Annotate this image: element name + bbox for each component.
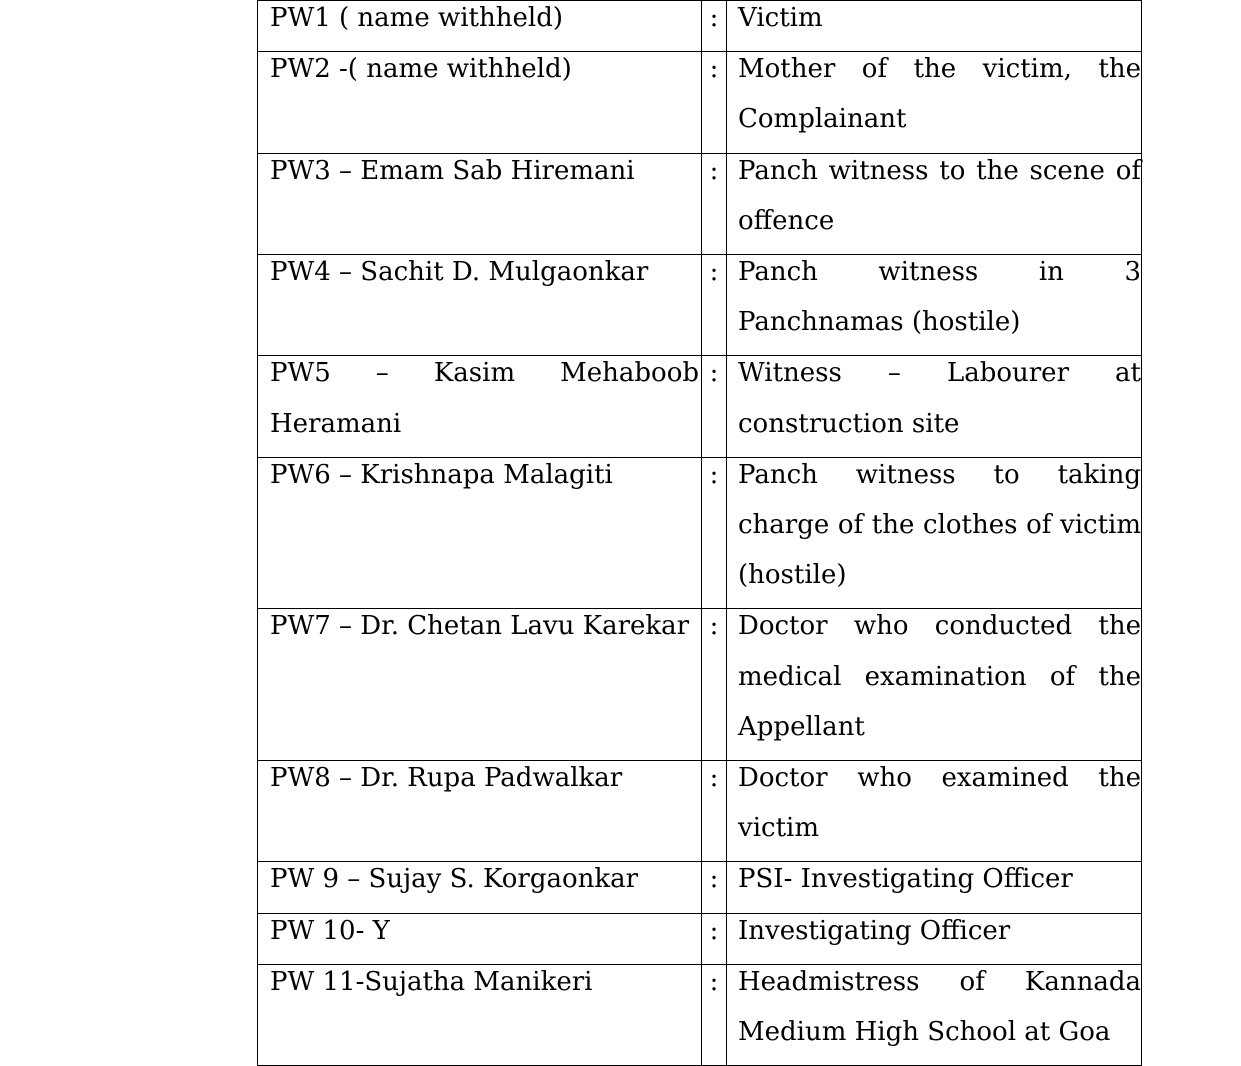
witness-role: Panch witness to taking charge of the clothes of victim (hostile) — [738, 459, 1141, 591]
witness-name-cell — [258, 964, 702, 1065]
witness-name: PW1 ( name withheld) — [270, 3, 563, 33]
separator-cell — [702, 761, 727, 862]
witness-role: PSI- Investigating Officer — [738, 864, 1073, 895]
witness-name-cell — [258, 52, 702, 153]
witness-table — [257, 0, 1142, 1066]
witness-name-cell — [258, 356, 702, 457]
witness-name: PW 10- Y — [270, 915, 390, 946]
witness-name-cell — [258, 457, 702, 609]
table-row — [258, 255, 1142, 356]
witness-role: Investigating Officer — [738, 915, 1011, 946]
separator-colon: : — [709, 763, 719, 794]
witness-name: PW6 – Krishnapa Malagiti — [270, 459, 613, 490]
witness-name: PW4 – Sachit D. Mulgaonkar — [270, 257, 649, 288]
witness-name-cell — [258, 761, 702, 862]
witness-role: Mother of the victim, the Complainant — [738, 54, 1141, 135]
table-row — [258, 153, 1142, 254]
separator-cell — [702, 255, 727, 356]
separator-cell — [702, 153, 727, 254]
witness-role-cell — [727, 52, 1142, 153]
separator-colon: : — [709, 915, 719, 946]
witness-name-cell — [258, 609, 702, 761]
witness-role-cell — [727, 153, 1142, 254]
table-row — [258, 609, 1142, 761]
witness-role: Headmistress of Kannada Medium High School at Goa — [738, 966, 1141, 1048]
separator-cell — [702, 609, 727, 761]
separator-cell — [702, 457, 727, 609]
witness-name: PW2 -( name withheld) — [270, 54, 572, 85]
witness-role: Doctor who examined the victim — [738, 763, 1141, 844]
witness-role-cell — [727, 609, 1142, 761]
witness-name-cell — [258, 153, 702, 254]
witness-name: PW8 – Dr. Rupa Padwalkar — [270, 763, 623, 794]
table-row — [258, 457, 1142, 609]
separator-colon: : — [709, 358, 719, 389]
separator-colon: : — [709, 3, 719, 33]
witness-name: PW7 – Dr. Chetan Lavu Karekar — [270, 611, 690, 642]
witness-name: PW 9 – Sujay S. Korgaonkar — [270, 864, 639, 895]
separator-colon: : — [709, 155, 719, 186]
separator-colon: : — [709, 257, 719, 288]
witness-role: Victim — [738, 3, 823, 33]
witness-name: PW 11-Sujatha Manikeri — [270, 966, 593, 997]
separator-colon: : — [709, 611, 719, 642]
separator-colon: : — [709, 864, 719, 895]
separator-colon: : — [709, 966, 719, 997]
table-row — [258, 761, 1142, 862]
witness-name: PW5 – Kasim Mehaboob Heramani — [270, 358, 699, 439]
table-row — [258, 964, 1142, 1065]
witness-role: Doctor who conducted the medical examination of the Appellant — [738, 611, 1141, 742]
separator-cell — [702, 356, 727, 457]
witness-table-body — [258, 1, 1142, 1066]
table-row — [258, 52, 1142, 153]
table-row — [258, 356, 1142, 457]
witness-role: Panch witness to the scene of offence — [738, 155, 1141, 236]
witness-role: Panch witness in 3 Panchnamas (hostile) — [738, 257, 1141, 338]
witness-role-cell — [727, 964, 1142, 1065]
witness-name: PW3 – Emam Sab Hiremani — [270, 155, 635, 186]
separator-colon: : — [709, 459, 719, 490]
separator-cell — [702, 964, 727, 1065]
witness-role: Witness – Labourer at construction site — [738, 358, 1141, 439]
witness-role-cell — [727, 761, 1142, 862]
witness-role-cell — [727, 255, 1142, 356]
separator-cell — [702, 52, 727, 153]
witness-name-cell — [258, 255, 702, 356]
witness-role-cell — [727, 457, 1142, 609]
witness-role-cell — [727, 356, 1142, 457]
separator-colon: : — [709, 54, 719, 85]
